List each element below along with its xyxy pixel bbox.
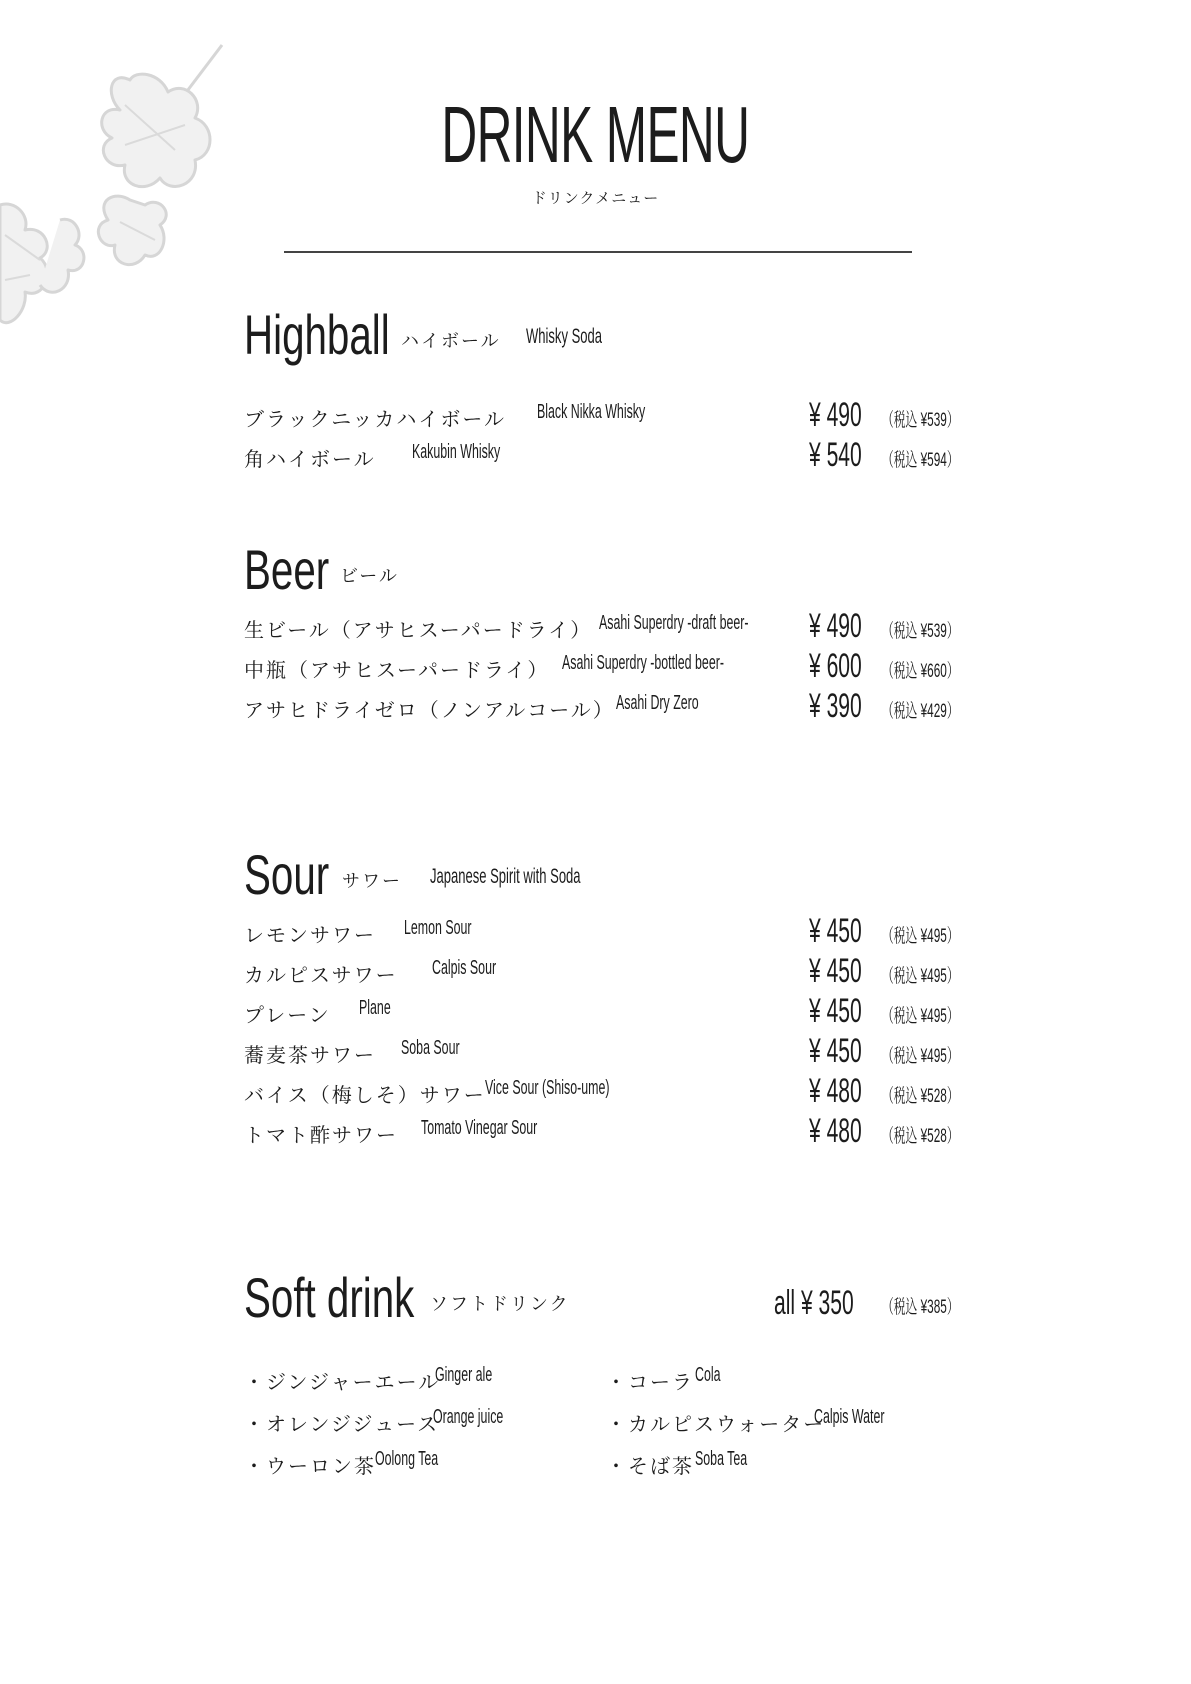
item-name-en: Ginger ale	[435, 1364, 493, 1386]
item-name-jp: 中瓶（アサヒスーパードライ）	[244, 658, 550, 682]
item-name-en: Calpis Sour	[432, 957, 497, 979]
item-tax-price: （税込 ¥528）	[882, 1126, 959, 1147]
item-name-jp: ・カルピスウォーター	[606, 1412, 826, 1436]
section-title: Beer	[244, 538, 330, 601]
item-name-en: Vice Sour (Shiso-ume)	[485, 1077, 610, 1099]
item-tax-price: （税込 ¥594）	[882, 450, 959, 471]
item-tax-price: （税込 ¥495）	[882, 966, 959, 987]
section-soft-drink	[244, 1268, 964, 1488]
menu-item	[244, 1031, 964, 1071]
section-header	[244, 540, 964, 600]
item-tax-price: （税込 ¥539）	[882, 410, 959, 431]
menu-item	[244, 1071, 964, 1111]
menu-item	[244, 395, 964, 435]
section-title-jp: ビール	[340, 566, 399, 587]
section-header	[244, 845, 964, 905]
item-name-jp: ブラックニッカハイボール	[244, 407, 506, 431]
item-name-jp: 生ビール（アサヒスーパードライ）	[244, 618, 593, 642]
item-name-jp: ・ウーロン茶	[244, 1454, 376, 1478]
item-name-en: Asahi Dry Zero	[616, 692, 699, 714]
section-title-jp: ハイボール	[401, 331, 501, 352]
item-price: ¥ 450	[809, 1032, 862, 1070]
menu-item	[244, 435, 964, 475]
all-price: all ¥ 350	[774, 1284, 854, 1322]
item-name-en: Plane	[359, 997, 391, 1019]
item-tax-price: （税込 ¥660）	[882, 661, 959, 682]
section-title-en: Whisky Soda	[526, 325, 602, 348]
item-name-en: Soba Sour	[401, 1037, 460, 1059]
menu-item	[244, 951, 964, 991]
section-title: Sour	[244, 843, 330, 906]
item-price: ¥ 600	[809, 647, 862, 685]
menu-item	[244, 606, 964, 646]
item-tax-price: （税込 ¥495）	[882, 926, 959, 947]
section-title: Soft drink	[244, 1266, 415, 1329]
item-price: ¥ 480	[809, 1112, 862, 1150]
soft-drink-list	[244, 1358, 964, 1488]
item-price: ¥ 480	[809, 1072, 862, 1110]
section-title: Highball	[244, 303, 390, 366]
item-name-jp: バイス（梅しそ）サワー	[244, 1083, 486, 1107]
item-name-en: Asahi Superdry -bottled beer-	[562, 652, 724, 674]
menu-item	[244, 911, 964, 951]
section-header	[244, 305, 964, 365]
section-title-jp: ソフトドリンク	[430, 1294, 570, 1315]
item-name-en: Oolong Tea	[375, 1448, 439, 1470]
item-name-jp: 蕎麦茶サワー	[244, 1043, 376, 1067]
title-divider	[284, 251, 912, 253]
item-name-en: Orange juice	[433, 1406, 504, 1428]
all-tax-price: （税込 ¥385）	[882, 1297, 959, 1318]
item-name-en: Lemon Sour	[404, 917, 472, 939]
item-name-en: Calpis Water	[814, 1406, 885, 1428]
item-name-jp: カルピスサワー	[244, 963, 398, 987]
item-price: ¥ 450	[809, 952, 862, 990]
section-beer	[244, 540, 964, 726]
item-name-jp: ・オレンジジュース	[244, 1412, 440, 1436]
item-tax-price: （税込 ¥539）	[882, 621, 959, 642]
item-name-en: Kakubin Whisky	[412, 441, 501, 463]
item-name-en: Asahi Superdry -draft beer-	[599, 612, 749, 634]
menu-item	[244, 1111, 964, 1151]
menu-item	[244, 646, 964, 686]
item-price: ¥ 490	[809, 396, 862, 434]
item-name-jp: 角ハイボール	[244, 447, 376, 471]
section-sour	[244, 845, 964, 1151]
item-name-en: Cola	[695, 1364, 721, 1386]
item-tax-price: （税込 ¥495）	[882, 1046, 959, 1067]
item-price: ¥ 450	[809, 912, 862, 950]
item-price: ¥ 390	[809, 687, 862, 725]
item-tax-price: （税込 ¥528）	[882, 1086, 959, 1107]
item-name-jp: プレーン	[244, 1003, 331, 1027]
section-title-jp: サワー	[342, 871, 402, 892]
menu-header	[0, 90, 1191, 208]
section-title-en: Japanese Spirit with Soda	[430, 865, 581, 888]
item-name-jp: トマト酢サワー	[244, 1123, 398, 1147]
section-highball	[244, 305, 964, 475]
item-name-jp: ・ジンジャーエール	[244, 1370, 441, 1394]
item-name-jp: ・そば茶	[606, 1454, 694, 1478]
item-name-jp: ・コーラ	[606, 1370, 694, 1394]
section-header	[244, 1268, 964, 1328]
item-price: ¥ 450	[809, 992, 862, 1030]
item-name-en: Black Nikka Whisky	[537, 401, 646, 423]
item-name-jp: アサヒドライゼロ（ノンアルコール）	[244, 698, 615, 722]
menu-item	[244, 991, 964, 1031]
item-price: ¥ 490	[809, 607, 862, 645]
page-title: DRINK MENU	[441, 90, 750, 179]
item-tax-price: （税込 ¥495）	[882, 1006, 959, 1027]
item-name-en: Tomato Vinegar Sour	[421, 1117, 538, 1139]
item-tax-price: （税込 ¥429）	[882, 701, 959, 722]
menu-item	[244, 686, 964, 726]
item-price: ¥ 540	[809, 436, 862, 474]
page-subtitle: ドリンクメニュー	[531, 189, 660, 207]
item-name-en: Soba Tea	[695, 1448, 748, 1470]
item-name-jp: レモンサワー	[244, 923, 376, 947]
